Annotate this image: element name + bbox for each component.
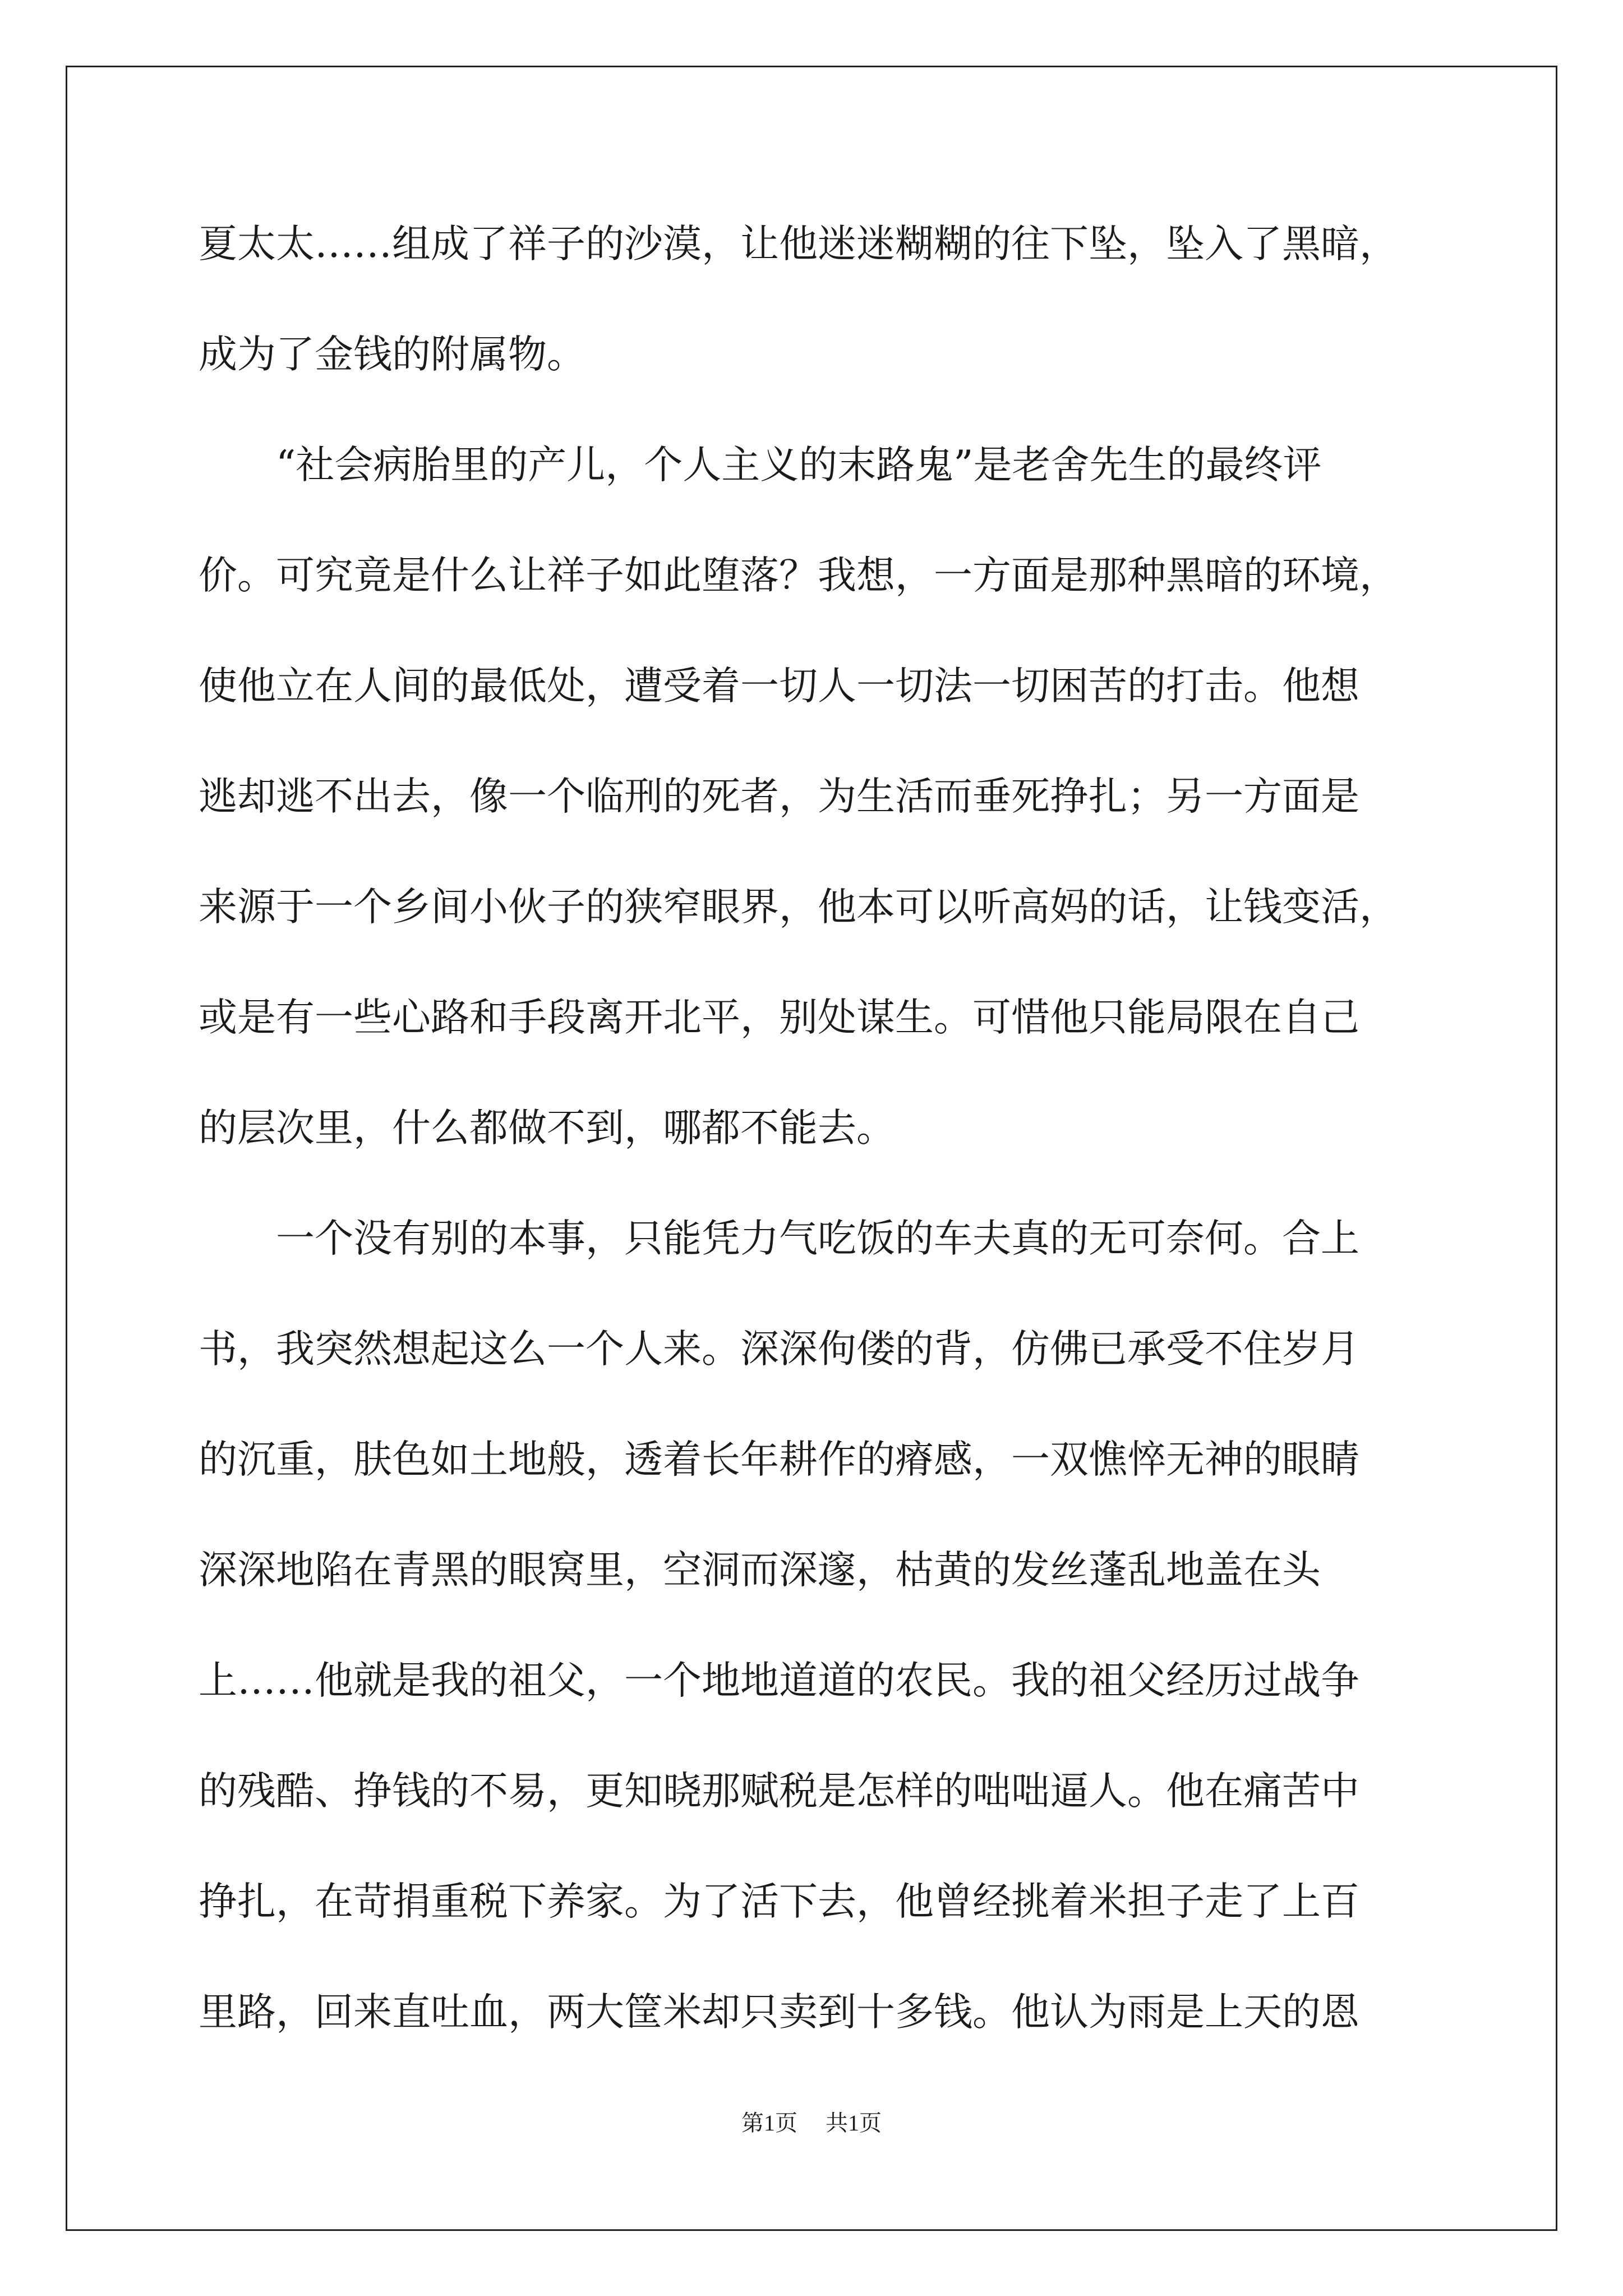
text-line: 里路，回来直吐血，两大筐米却只卖到十多钱。他认为雨是上天的恩 (199, 1990, 1359, 2035)
text-line: 夏太太……组成了祥子的沙漠，让他迷迷糊糊的往下坠，坠入了黑暗， (199, 222, 1398, 266)
text-line: 逃却逃不出去，像一个临刑的死者，为生活而垂死挣扎；另一方面是 (199, 774, 1359, 819)
text-line: 的残酷、挣钱的不易，更知晓那赋税是怎样的咄咄逼人。他在痛苦中 (199, 1769, 1359, 1814)
text-line: 上……他就是我的祖父，一个地地道道的农民。我的祖父经历过战争 (199, 1658, 1359, 1703)
page-total: 共1页 (826, 2110, 882, 2136)
text-line: 书，我突然想起这么一个人来。深深佝偻的背，仿佛已承受不住岁月 (199, 1327, 1359, 1372)
text-line: 或是有一些心路和手段离开北平，别处谋生。可惜他只能局限在自己 (199, 995, 1359, 1040)
text-line: 使他立在人间的最低处，遭受着一切人一切法一切困苦的打击。他想 (199, 664, 1359, 708)
page-number: 第1页 (741, 2110, 797, 2136)
text-line: 的沉重，肤色如土地般，透着长年耕作的瘠感，一双憔悴无神的眼睛 (199, 1437, 1359, 1482)
text-line: 挣扎，在苛捐重税下养家。为了活下去，他曾经挑着米担子走了上百 (199, 1879, 1359, 1924)
text-line: 来源于一个乡间小伙子的狭窄眼界，他本可以听高妈的话，让钱变活， (199, 885, 1398, 930)
text-line: 深深地陷在青黑的眼窝里，空洞而深邃，枯黄的发丝蓬乱地盖在头 (199, 1548, 1321, 1593)
text-line: 成为了金钱的附属物。 (199, 332, 585, 377)
document-body (199, 213, 1432, 2092)
page-footer (0, 2109, 1623, 2137)
paragraph-start-line: “社会病胎里的产儿，个人主义的末路鬼”是老舍先生的最终评 (276, 443, 1322, 487)
paragraph-start-line: 一个没有别的本事，只能凭力气吃饭的车夫真的无可奈何。合上 (276, 1216, 1359, 1261)
text-line: 的层次里，什么都做不到，哪都不能去。 (199, 1106, 895, 1151)
text-line: 价。可究竟是什么让祥子如此堕落？我想，一方面是那种黑暗的环境， (199, 553, 1398, 598)
